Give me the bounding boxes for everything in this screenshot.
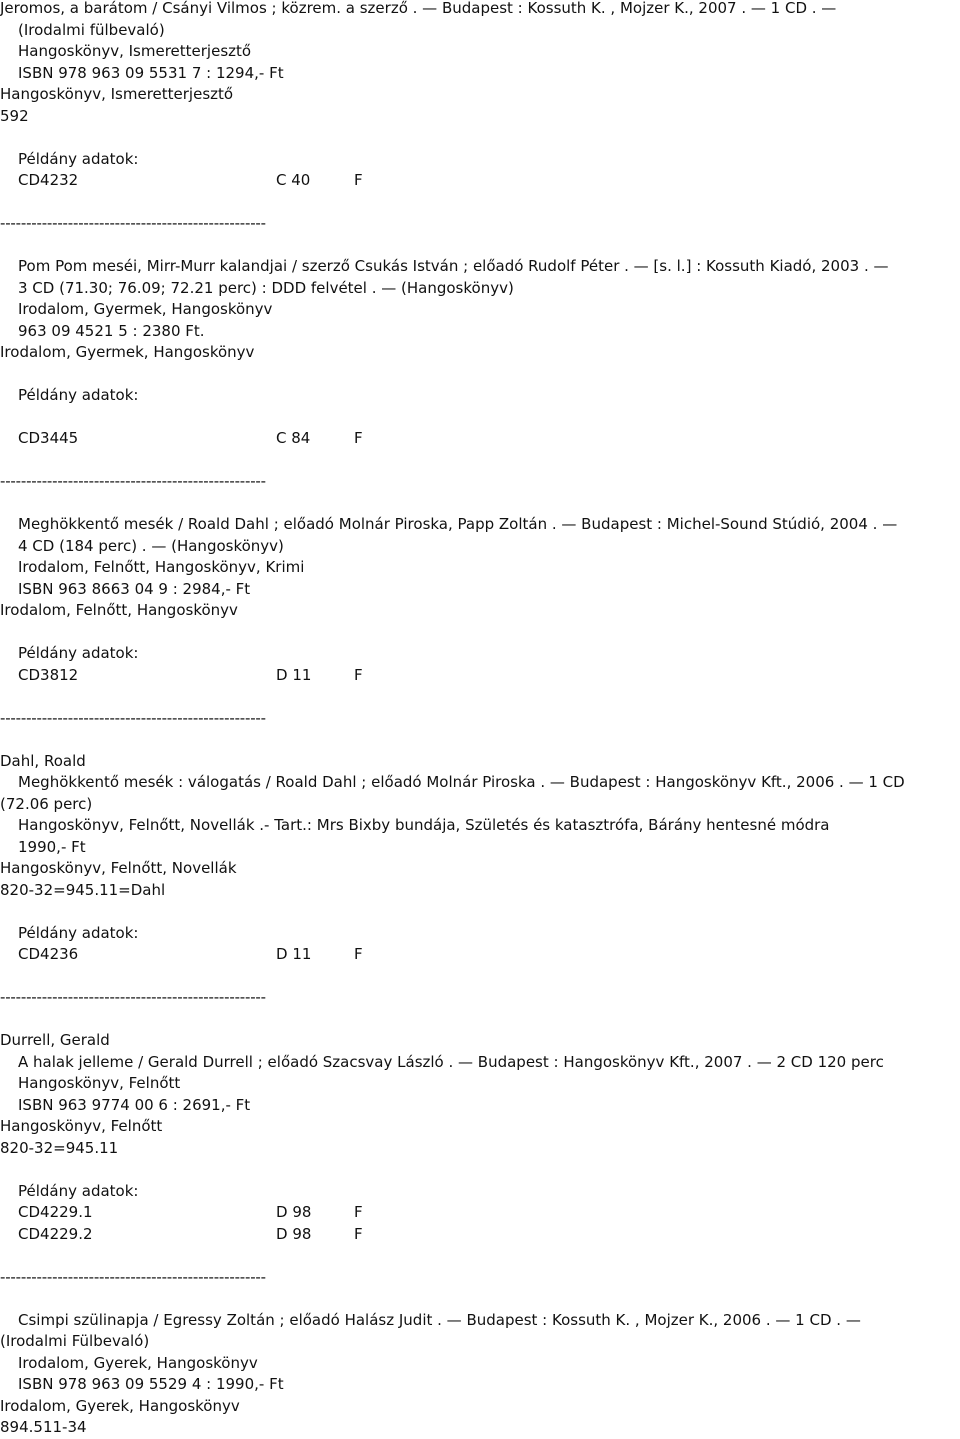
copy-row bbox=[0, 170, 960, 192]
subject-line: Irodalom, Gyermek, Hangoskönyv bbox=[18, 300, 273, 318]
isbn-line: ISBN 978 963 09 5529 4 : 1990,- Ft bbox=[18, 1375, 284, 1393]
copy-id: CD3812 bbox=[18, 665, 79, 684]
copy-row bbox=[0, 665, 960, 687]
subject-plain-line: Hangoskönyv, Felnőtt bbox=[0, 1117, 163, 1135]
subject-plain-line: Irodalom, Gyerek, Hangoskönyv bbox=[0, 1396, 240, 1415]
record-separator: --------------------------------------------------- bbox=[0, 214, 266, 232]
copies-label: Példány adatok: bbox=[18, 923, 139, 942]
isbn-line: ISBN 963 8663 04 9 : 2984,- Ft bbox=[18, 579, 251, 598]
catalog-record bbox=[0, 1030, 960, 1310]
subject-plain-line: Irodalom, Gyermek, Hangoskönyv bbox=[0, 343, 255, 361]
copy-id: CD4229.1 bbox=[18, 1203, 93, 1221]
record-separator: --------------------------------------------------- bbox=[0, 472, 266, 490]
subject-plain-line: Hangoskönyv, Felnőtt, Novellák bbox=[0, 859, 237, 877]
copy-location: C 84 bbox=[276, 429, 311, 447]
catalog-record bbox=[0, 751, 960, 1031]
copy-row bbox=[0, 428, 960, 450]
series-line: (Irodalmi fülbevaló) bbox=[18, 20, 165, 39]
copies-label: Példány adatok: bbox=[18, 644, 139, 662]
catalog-record bbox=[0, 1310, 960, 1439]
isbn-line: 963 09 4521 5 : 2380 Ft. bbox=[18, 321, 205, 340]
record-separator: --------------------------------------------------- bbox=[0, 1267, 266, 1286]
copy-location: D 11 bbox=[276, 665, 312, 684]
copy-status: F bbox=[354, 1203, 363, 1221]
copy-location: D 98 bbox=[276, 1203, 312, 1221]
author-line: Dahl, Roald bbox=[0, 751, 86, 770]
title-line: Jeromos, a barátom / Csányi Vilmos ; közrem. a szerző . — Budapest : Kossuth K. , Mojzer K., 2007 . — 1 CD . — bbox=[0, 0, 837, 17]
catalog-record bbox=[0, 0, 960, 256]
copy-id: CD4232 bbox=[18, 171, 79, 189]
catalog-record bbox=[0, 256, 960, 514]
title-line: Csimpi szülinapja / Egressy Zoltán ; előadó Halász Judit . — Budapest : Kossuth K. , Mojzer K., 2006 . — 1 CD . — bbox=[18, 1310, 861, 1329]
copy-row bbox=[0, 944, 960, 966]
copy-id: CD4229.2 bbox=[18, 1224, 93, 1243]
copy-status: F bbox=[354, 665, 363, 684]
copies-label: Példány adatok: bbox=[18, 386, 139, 404]
title-line: Meghökkentő mesék : válogatás / Roald Dahl ; előadó Molnár Piroska . — Budapest : Hangoskönyv Kft., 2006 . — 1 CD bbox=[18, 773, 905, 791]
contents-line: Hangoskönyv, Felnőtt, Novellák .- Tart.: Mrs Bixby bundája, Születés és katasztrófa, Bárány hentesné módra bbox=[18, 816, 830, 834]
copy-location: C 40 bbox=[276, 171, 311, 189]
isbn-line: ISBN 963 9774 00 6 : 2691,- Ft bbox=[18, 1095, 251, 1114]
subject-line: Irodalom, Felnőtt, Hangoskönyv, Krimi bbox=[18, 558, 305, 576]
title-line: A halak jelleme / Gerald Durrell ; előadó Szacsvay László . — Budapest : Hangoskönyv Kft., 2007 . — 2 CD 120 perc bbox=[18, 1052, 884, 1071]
copy-status: F bbox=[354, 429, 363, 447]
copy-id: CD3445 bbox=[18, 429, 79, 447]
copy-location: D 98 bbox=[276, 1224, 312, 1243]
title-line-continued: 3 CD (71.30; 76.09; 72.21 perc) : DDD felvétel . — (Hangoskönyv) bbox=[18, 278, 514, 297]
copy-id: CD4236 bbox=[18, 945, 79, 963]
subject-line: Hangoskönyv, Felnőtt bbox=[18, 1074, 181, 1092]
record-separator: --------------------------------------------------- bbox=[0, 708, 266, 727]
copy-row bbox=[0, 1224, 960, 1246]
series-line: (Irodalmi Fülbevaló) bbox=[0, 1332, 150, 1350]
record-separator: --------------------------------------------------- bbox=[0, 988, 266, 1006]
copy-status: F bbox=[354, 1224, 363, 1243]
copy-status: F bbox=[354, 945, 363, 963]
copy-location: D 11 bbox=[276, 945, 312, 963]
copies-label: Példány adatok: bbox=[18, 1181, 139, 1200]
classification-line: 592 bbox=[0, 106, 29, 125]
copy-status: F bbox=[354, 171, 363, 189]
subject-plain-line: Hangoskönyv, Ismeretterjesztő bbox=[0, 85, 234, 103]
classification-line: 820-32=945.11 bbox=[0, 1138, 119, 1157]
copy-row bbox=[0, 1202, 960, 1224]
copies-label: Példány adatok: bbox=[18, 149, 139, 168]
title-line: Pom Pom meséi, Mirr-Murr kalandjai / szerző Csukás István ; előadó Rudolf Péter . — [s. l.] : Kossuth Kiadó, 2003 . — bbox=[18, 257, 889, 275]
catalog-record bbox=[0, 514, 960, 751]
classification-line: 820-32=945.11=Dahl bbox=[0, 880, 166, 899]
subject-line: Irodalom, Gyerek, Hangoskönyv bbox=[18, 1353, 258, 1372]
price-line: 1990,- Ft bbox=[18, 837, 86, 856]
subject-plain-line: Irodalom, Felnőtt, Hangoskönyv bbox=[0, 601, 238, 619]
subject-line: Hangoskönyv, Ismeretterjesztő bbox=[18, 42, 252, 60]
title-line: Meghökkentő mesék / Roald Dahl ; előadó Molnár Piroska, Papp Zoltán . — Budapest : Michel-Sound Stúdió, 2004 . — bbox=[18, 515, 898, 533]
title-line-continued: 4 CD (184 perc) . — (Hangoskönyv) bbox=[18, 536, 284, 555]
classification-line: 894.511-34 bbox=[0, 1418, 87, 1436]
author-line: Durrell, Gerald bbox=[0, 1031, 110, 1049]
title-line-continued: (72.06 perc) bbox=[0, 794, 93, 813]
isbn-line: ISBN 978 963 09 5531 7 : 1294,- Ft bbox=[18, 63, 284, 82]
